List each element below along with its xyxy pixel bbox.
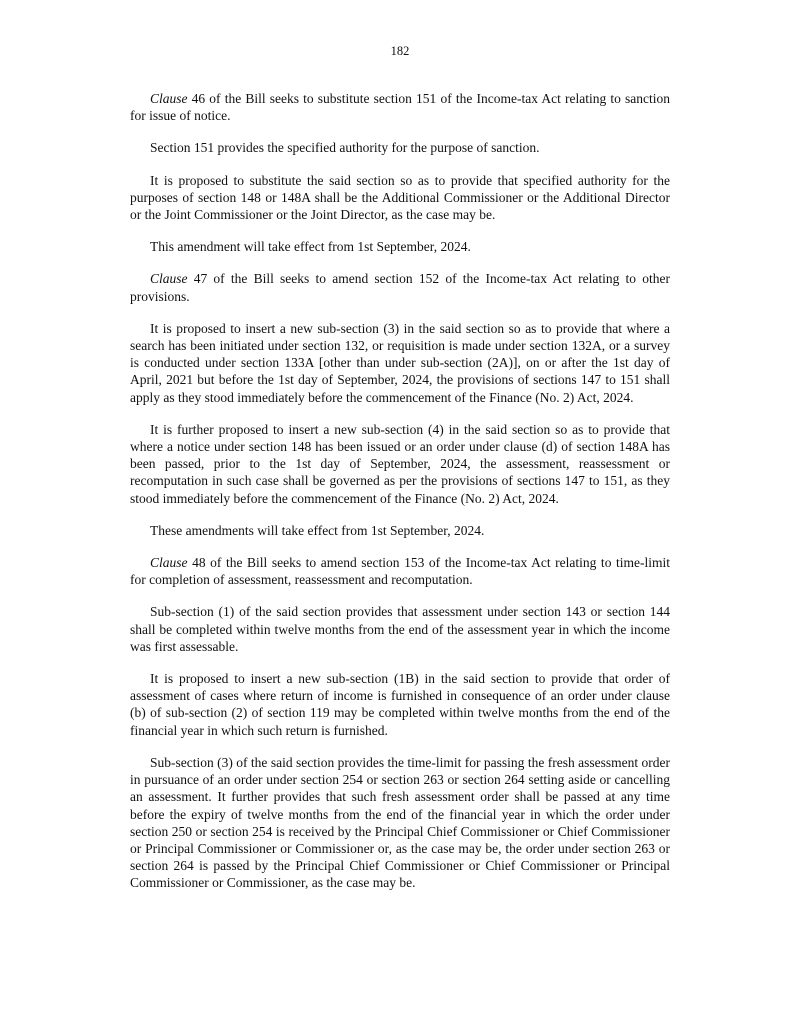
clause-label: Clause — [150, 271, 188, 287]
paragraph-text: It is proposed to insert a new sub-section (3) in the said section so as to provide that where a search has been initiated under section 132, or requisition is made under section 132A, or a survey is conducted under section 133A [other than under sub-section (2A)], on or after the 1st day of April, 2021 but before the 1st day of September, 2024, the provisions of sections 147 to 151 shall apply as they stood immediately before the commencement of the Finance (No. 2) Act, 2024. — [130, 320, 670, 405]
paragraph — [130, 238, 670, 255]
paragraph — [130, 139, 670, 156]
document-body — [130, 90, 670, 907]
paragraph-clause-47 — [130, 270, 670, 304]
paragraph-text: These amendments will take effect from 1st September, 2024. — [150, 522, 485, 538]
paragraph-text: 48 of the Bill seeks to amend section 153 of the Income-tax Act relating to time-limit for completion of assessment, reassessment and recomputation. — [130, 555, 670, 588]
page-number: 182 — [390, 44, 410, 58]
paragraph-clause-48 — [130, 554, 670, 588]
paragraph — [130, 421, 670, 507]
paragraph-text: Sub-section (1) of the said section provides that assessment under section 143 or section 144 shall be completed within twelve months from the end of the assessment year in which the income was first assessable. — [130, 604, 670, 654]
paragraph-text: This amendment will take effect from 1st September, 2024. — [150, 239, 471, 255]
paragraph-text: It is further proposed to insert a new sub-section (4) in the said section so as to provide that where a notice under section 148 has been issued or an order under clause (d) of section 148A has been passed, prior to the 1st day of September, 2024, the assessment, reassessment or recomputation in such case shall be governed as per the provisions of sections 147 to 151, as they stood immediately before the commencement of the Finance (No. 2) Act, 2024. — [130, 421, 670, 506]
paragraph-text: Sub-section (3) of the said section provides the time-limit for passing the fresh assessment order in pursuance of an order under section 254 or section 263 or section 264 setting aside or cancelling an assessment. It further provides that such fresh assessment order shall be passed at any time before the expiry of twelve months from the end of the financial year in which the order under section 250 or section 254 is received by the Principal Chief Commissioner or Chief Commissioner or Principal Commissioner or Commissioner or, as the case may be, the order under section 263 or section 264 is passed by the Principal Chief Commissioner or Chief Commissioner or Principal Commissioner or Commissioner, as the case may be. — [130, 754, 670, 891]
paragraph — [130, 522, 670, 539]
paragraph-text: 46 of the Bill seeks to substitute section 151 of the Income-tax Act relating to sanction for issue of notice. — [130, 91, 670, 124]
paragraph — [130, 670, 670, 739]
paragraph — [130, 754, 670, 892]
paragraph-text: It is proposed to substitute the said section so as to provide that specified authority for the purposes of section 148 or 148A shall be the Additional Commissioner or the Additional Director or the Joint Commissioner or the Joint Director, as the case may be. — [130, 172, 670, 223]
paragraph-clause-46 — [130, 90, 670, 124]
paragraph — [130, 172, 670, 224]
paragraph-text: 47 of the Bill seeks to amend section 152 of the Income-tax Act relating to other provisions. — [130, 271, 670, 304]
paragraph-text: It is proposed to insert a new sub-section (1B) in the said section to provide that order of assessment of cases where return of income is furnished in consequence of an order under clause (b) of sub-section (2) of section 119 may be completed within twelve months from the end of the financial year in which such return is furnished. — [130, 671, 670, 738]
clause-label: Clause — [150, 555, 188, 571]
clause-label: Clause — [150, 91, 188, 106]
paragraph — [130, 320, 670, 406]
paragraph — [130, 603, 670, 655]
paragraph-text: Section 151 provides the specified authority for the purpose of sanction. — [150, 140, 540, 156]
